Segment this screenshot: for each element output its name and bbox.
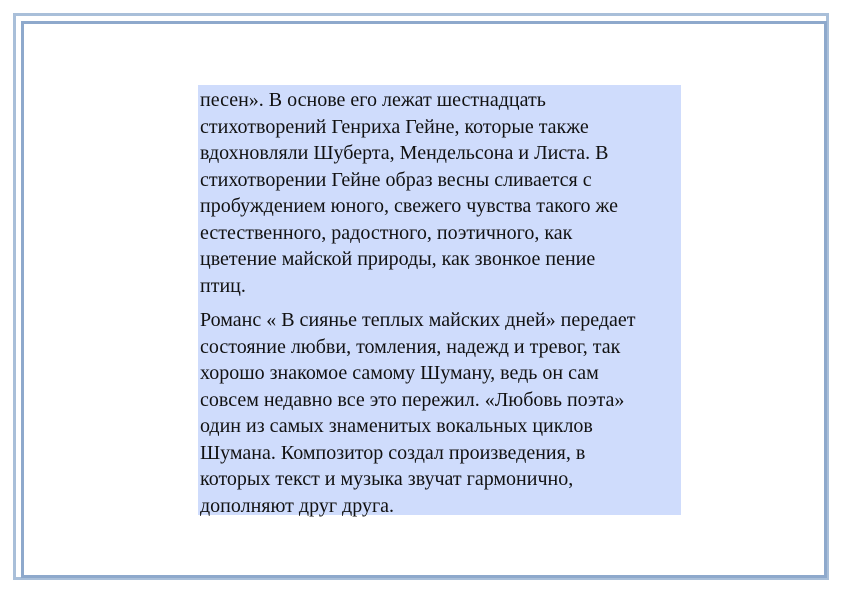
- text-box: [198, 85, 681, 515]
- paragraph-2: Романс « В сиянье теплых майских дней» передает состояние любви, томления, надежд и тревог, так хорошо знакомое самому Шуману, ведь он сам совсем недавно все это пережил. «Любовь поэта» один из самых знаменитых вокальных циклов Шумана. Композитор создал произведения, в которых текст и музыка звучат гармонично, дополняют друг друга.: [200, 309, 636, 517]
- paragraph-1: песен». В основе его лежат шестнадцать стихотворений Генриха Гейне, которые также вдохновляли Шуберта, Мендельсона и Листа. В стихотворении Гейне образ весны сливается с пробуждением юного, свежего чувства такого же естественного, радостного, поэтичного, как цветение майской природы, как звонкое пение птиц.: [200, 89, 618, 297]
